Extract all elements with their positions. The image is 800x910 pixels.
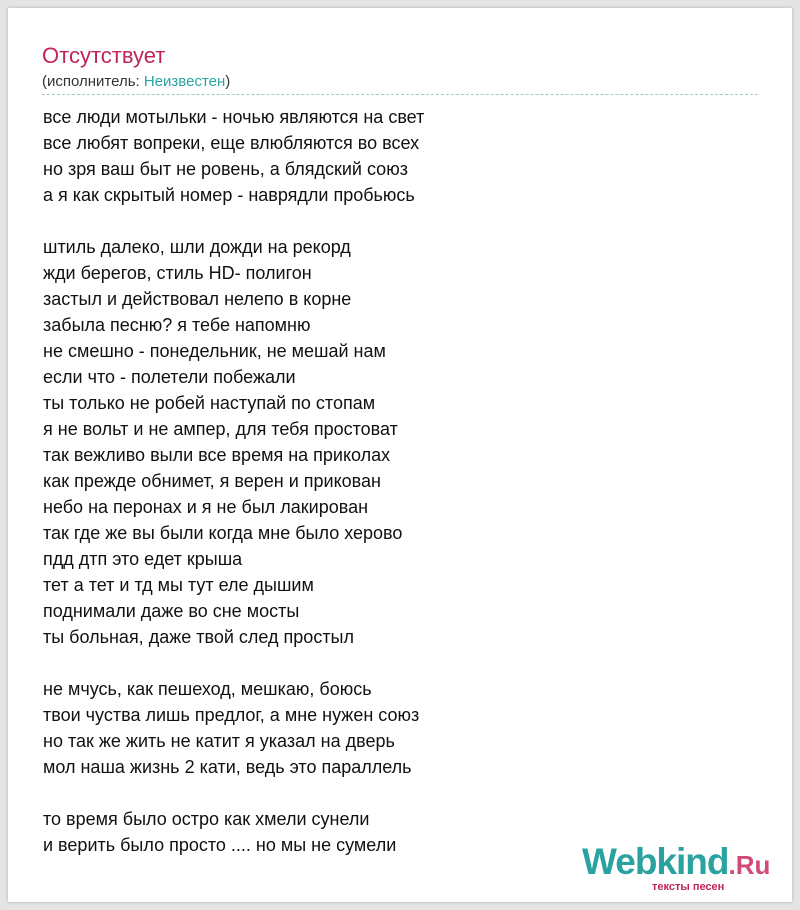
song-title: Отсутствует — [42, 43, 166, 68]
performer-suffix: ) — [225, 73, 231, 90]
lyric-line: не мчусь, как пешеход, мешкаю, боюсь — [43, 679, 372, 699]
site-logo[interactable] — [582, 842, 782, 898]
lyric-line: все люди мотыльки - ночью являются на свет — [43, 107, 425, 127]
performer-line — [42, 72, 230, 92]
lyric-line: пдд дтп это едет крыша — [43, 549, 243, 569]
lyric-line: и верить было просто .... но мы не сумели — [43, 835, 397, 855]
lyric-line: так где же вы были когда мне было херово — [43, 523, 403, 543]
performer-prefix: (исполнитель: — [42, 73, 144, 90]
lyric-line: ты только не робей наступай по стопам — [43, 393, 376, 413]
logo-domain-suffix: .Ru — [728, 850, 771, 880]
song-card — [8, 8, 792, 902]
lyric-line: все любят вопреки, еще влюбляются во всех — [43, 133, 420, 153]
lyric-line: забыла песню? я тебе напомню — [43, 315, 311, 335]
lyric-line: я не вольт и не ампер, для тебя простоват — [43, 419, 398, 439]
lyrics-block — [43, 104, 743, 858]
stanza-gap — [43, 208, 743, 234]
logo-wordmark — [582, 842, 770, 885]
logo-main-text: Webkind — [582, 841, 729, 882]
header-divider — [42, 94, 758, 95]
logo-tagline: тексты песен — [652, 881, 725, 893]
lyric-line: но так же жить не катит я указал на дверь — [43, 731, 395, 751]
lyric-line: небо на перонах и я не был лакирован — [43, 497, 369, 517]
lyric-line: если что - полетели побежали — [43, 367, 296, 387]
lyric-line: поднимали даже во сне мосты — [43, 601, 300, 621]
lyric-line: так вежливо выли все время на приколах — [43, 445, 391, 465]
stanza-gap — [43, 650, 743, 676]
lyric-line: штиль далеко, шли дожди на рекорд — [43, 237, 351, 257]
lyric-line: жди берегов, стиль HD- полигон — [43, 263, 312, 283]
performer-link[interactable]: Неизвестен — [143, 73, 226, 90]
lyric-line: не смешно - понедельник, не мешай нам — [43, 341, 386, 361]
lyric-line: то время было остро как хмели сунели — [43, 809, 370, 829]
lyric-line: но зря ваш быт не ровень, а блядский союз — [43, 159, 408, 179]
lyric-line: как прежде обнимет, я верен и прикован — [43, 471, 381, 491]
lyric-line: а я как скрытый номер - наврядли пробьюсь — [43, 185, 415, 205]
lyric-line: тет а тет и тд мы тут еле дышим — [43, 575, 314, 595]
stanza-gap — [43, 780, 743, 806]
lyric-line: твои чуства лишь предлог, а мне нужен союз — [43, 705, 420, 725]
lyric-line: застыл и действовал нелепо в корне — [43, 289, 352, 309]
lyric-line: ты больная, даже твой след простыл — [43, 627, 355, 647]
lyric-line: мол наша жизнь 2 кати, ведь это параллель — [43, 757, 412, 777]
